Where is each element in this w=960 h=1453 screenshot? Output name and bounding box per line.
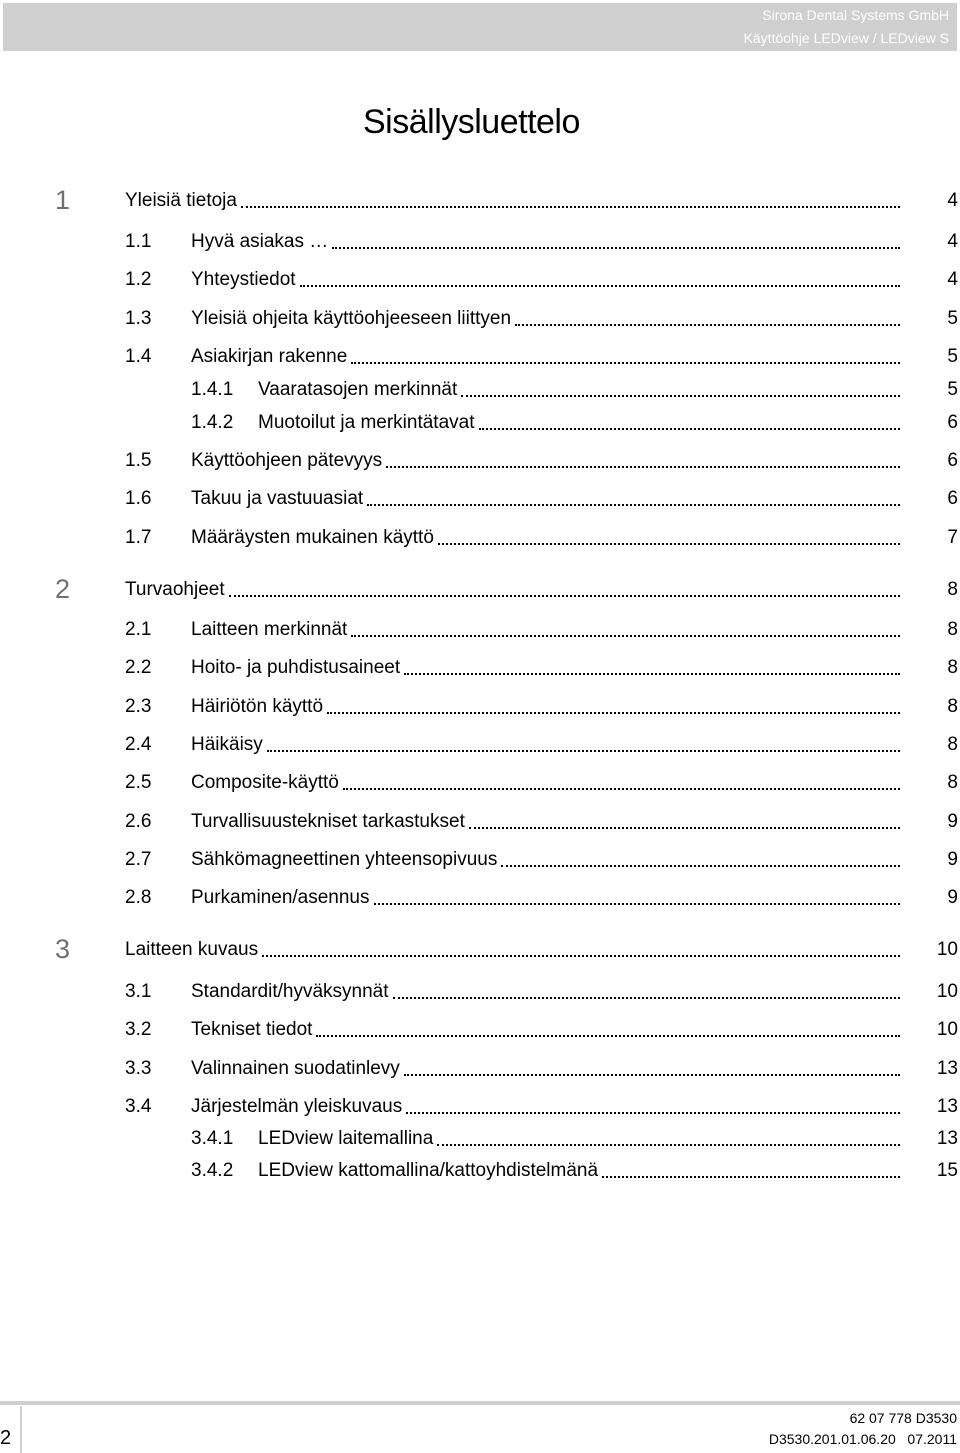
toc-entry-title: Häiriötön käyttö: [191, 696, 324, 717]
toc-entry-title: Composite-käyttö: [191, 772, 339, 793]
toc-entry-title: Järjestelmän yleiskuvaus: [191, 1096, 403, 1117]
toc-entry: [0, 849, 960, 875]
toc-entry-title: Asiakirjan rakenne: [191, 346, 348, 367]
toc-entry-number: 3.4.1: [191, 1128, 234, 1149]
toc-leader-dots: [316, 1035, 900, 1037]
header-company: Sirona Dental Systems GmbH: [762, 7, 949, 23]
toc-page-number: 6: [947, 450, 958, 471]
toc-leader-dots: [351, 635, 900, 637]
toc-entry-title: Häikäisy: [191, 734, 263, 755]
toc-entry: [0, 772, 960, 798]
toc-entry-number: 1.3: [125, 308, 152, 329]
page-title: Sisällysluettelo: [363, 103, 580, 141]
toc-page-number: 13: [936, 1096, 958, 1117]
toc-page-number: 9: [947, 887, 958, 908]
toc-entry: [0, 231, 960, 257]
toc-entry: [0, 696, 960, 722]
toc-page-number: 8: [947, 772, 958, 793]
toc-page-number: 9: [947, 811, 958, 832]
toc-entry: [0, 1096, 960, 1122]
toc-entry-title: Laitteen kuvaus: [125, 939, 259, 960]
toc-entry-title: Tekniset tiedot: [191, 1019, 313, 1040]
toc-leader-dots: [404, 673, 900, 675]
toc-page-number: 8: [947, 657, 958, 678]
toc-entry: [0, 734, 960, 760]
toc-page-number: 8: [947, 734, 958, 755]
toc-entry-number: 1.7: [125, 527, 152, 548]
toc-leader-dots: [332, 247, 900, 249]
toc-entry: [0, 412, 960, 438]
toc-page-number: 10: [936, 1019, 958, 1040]
toc-entry: [0, 887, 960, 913]
toc-page-number: 13: [936, 1128, 958, 1149]
toc-entry-title: Yhteystiedot: [191, 269, 296, 290]
toc-entry-number: 1.6: [125, 488, 152, 509]
toc-leader-dots: [351, 362, 900, 364]
toc-entry-number: 3.1: [125, 981, 152, 1002]
toc-entry: [0, 450, 960, 476]
toc-leader-dots: [327, 712, 900, 714]
toc-entry-title: Turvallisuustekniset tarkastukset: [191, 811, 465, 832]
toc-entry: [0, 619, 960, 645]
toc-leader-dots: [367, 504, 900, 506]
toc-page-number: 13: [936, 1058, 958, 1079]
toc-page-number: 15: [936, 1160, 958, 1181]
toc-leader-dots: [469, 827, 900, 829]
toc-entry-title: Yleisiä tietoja: [125, 190, 237, 211]
toc-chapter-number: 2: [55, 574, 71, 604]
toc-entry-number: 1.5: [125, 450, 152, 471]
toc-entry-number: 2.7: [125, 849, 152, 870]
footer-rule: [0, 1401, 960, 1405]
toc-entry-number: 2.3: [125, 696, 152, 717]
toc-entry: [0, 527, 960, 553]
footer-doc-code: D3530.201.01.06.20 07.2011: [768, 1431, 957, 1447]
toc-page-number: 5: [947, 379, 958, 400]
toc-entry-title: LEDview laitemallina: [258, 1128, 434, 1149]
toc-entry-title: Valinnainen suodatinlevy: [191, 1058, 400, 1079]
toc-entry-title: Vaaratasojen merkinnät: [258, 379, 458, 400]
toc-page-number: 6: [947, 412, 958, 433]
toc-leader-dots: [461, 395, 900, 397]
toc-leader-dots: [343, 788, 900, 790]
toc-entry-number: 2.5: [125, 772, 152, 793]
toc-leader-dots: [437, 1144, 900, 1146]
toc-page-number: 4: [947, 269, 958, 290]
toc-page-number: 4: [947, 231, 958, 252]
footer-order-number: 62 07 778 D3530: [849, 1410, 957, 1426]
toc-leader-dots: [406, 1112, 900, 1114]
toc-entry-number: 2.2: [125, 657, 152, 678]
toc-entry-title: Laitteen merkinnät: [191, 619, 348, 640]
toc-entry: [0, 308, 960, 334]
toc-leader-dots: [229, 595, 900, 597]
toc-entry-title: Käyttöohjeen pätevyys: [191, 450, 383, 471]
header-bar: [3, 3, 957, 51]
toc-entry-title: Standardit/hyväksynnät: [191, 981, 389, 1002]
toc-leader-dots: [438, 543, 900, 545]
toc-entry: [0, 811, 960, 837]
toc-entry-title: Hyvä asiakas …: [191, 231, 329, 252]
toc-entry: [0, 981, 960, 1007]
toc-leader-dots: [404, 1074, 900, 1076]
toc-leader-dots: [479, 428, 900, 430]
toc-entry-title: Turvaohjeet: [125, 579, 225, 600]
toc-page-number: 4: [947, 190, 958, 211]
toc-entry: [0, 657, 960, 683]
toc-entry: [0, 346, 960, 372]
toc-entry-number: 2.1: [125, 619, 152, 640]
toc-leader-dots: [393, 997, 900, 999]
toc-leader-dots: [241, 206, 900, 208]
toc-entry: [0, 488, 960, 514]
toc-entry-number: 3.4: [125, 1096, 152, 1117]
toc-page-number: 9: [947, 849, 958, 870]
footer-divider: [20, 1406, 22, 1453]
toc-entry-title: Yleisiä ohjeita käyttöohjeeseen liittyen: [191, 308, 512, 329]
toc-leader-dots: [262, 955, 900, 957]
toc-entry: [0, 269, 960, 295]
toc-entry-title: Takuu ja vastuuasiat: [191, 488, 364, 509]
toc-chapter-entry: [0, 574, 960, 605]
toc-page-number: 5: [947, 308, 958, 329]
toc-entry-number: 2.6: [125, 811, 152, 832]
toc-page-number: 10: [936, 939, 958, 960]
toc-leader-dots: [300, 285, 900, 287]
toc-entry-title: Hoito- ja puhdistusaineet: [191, 657, 401, 678]
toc-page-number: 7: [947, 527, 958, 548]
toc-entry-number: 1.1: [125, 231, 152, 252]
toc-chapter-entry: [0, 934, 960, 965]
toc-entry: [0, 1058, 960, 1084]
toc-entry-number: 1.2: [125, 269, 152, 290]
footer-page-number: 2: [0, 1427, 12, 1449]
toc-page-number: 8: [947, 579, 958, 600]
toc-entry-title: Sähkömagneettinen yhteensopivuus: [191, 849, 498, 870]
toc-entry: [0, 1160, 960, 1186]
toc-page-number: 8: [947, 619, 958, 640]
toc-entry-title: LEDview kattomallina/kattoyhdistelmänä: [258, 1160, 599, 1181]
toc-entry-title: Purkaminen/asennus: [191, 887, 370, 908]
toc-leader-dots: [501, 865, 900, 867]
toc-leader-dots: [515, 324, 900, 326]
toc-entry-title: Muotoilut ja merkintätavat: [258, 412, 475, 433]
toc-leader-dots: [267, 750, 900, 752]
toc-entry: [0, 1019, 960, 1045]
toc-page-number: 6: [947, 488, 958, 509]
toc-page-number: 5: [947, 346, 958, 367]
toc-page-number: 8: [947, 696, 958, 717]
toc-chapter-number: 1: [55, 185, 71, 215]
toc-chapter-number: 3: [55, 934, 71, 964]
header-manual-title: Käyttöohje LEDview / LEDview S: [743, 30, 949, 46]
toc-entry-number: 3.3: [125, 1058, 152, 1079]
toc-entry-number: 1.4: [125, 346, 152, 367]
toc-leader-dots: [602, 1176, 900, 1178]
toc-leader-dots: [386, 466, 900, 468]
toc-entry: [0, 1128, 960, 1154]
toc-entry-number: 1.4.1: [191, 379, 234, 400]
toc-entry-title: Määräysten mukainen käyttö: [191, 527, 434, 548]
toc-entry-number: 3.4.2: [191, 1160, 234, 1181]
toc-leader-dots: [374, 903, 900, 905]
toc-page-number: 10: [936, 981, 958, 1002]
toc-entry-number: 2.8: [125, 887, 152, 908]
toc-entry-number: 2.4: [125, 734, 152, 755]
toc-entry-number: 1.4.2: [191, 412, 234, 433]
toc-entry-number: 3.2: [125, 1019, 152, 1040]
toc-chapter-entry: [0, 185, 960, 216]
toc-entry: [0, 379, 960, 405]
